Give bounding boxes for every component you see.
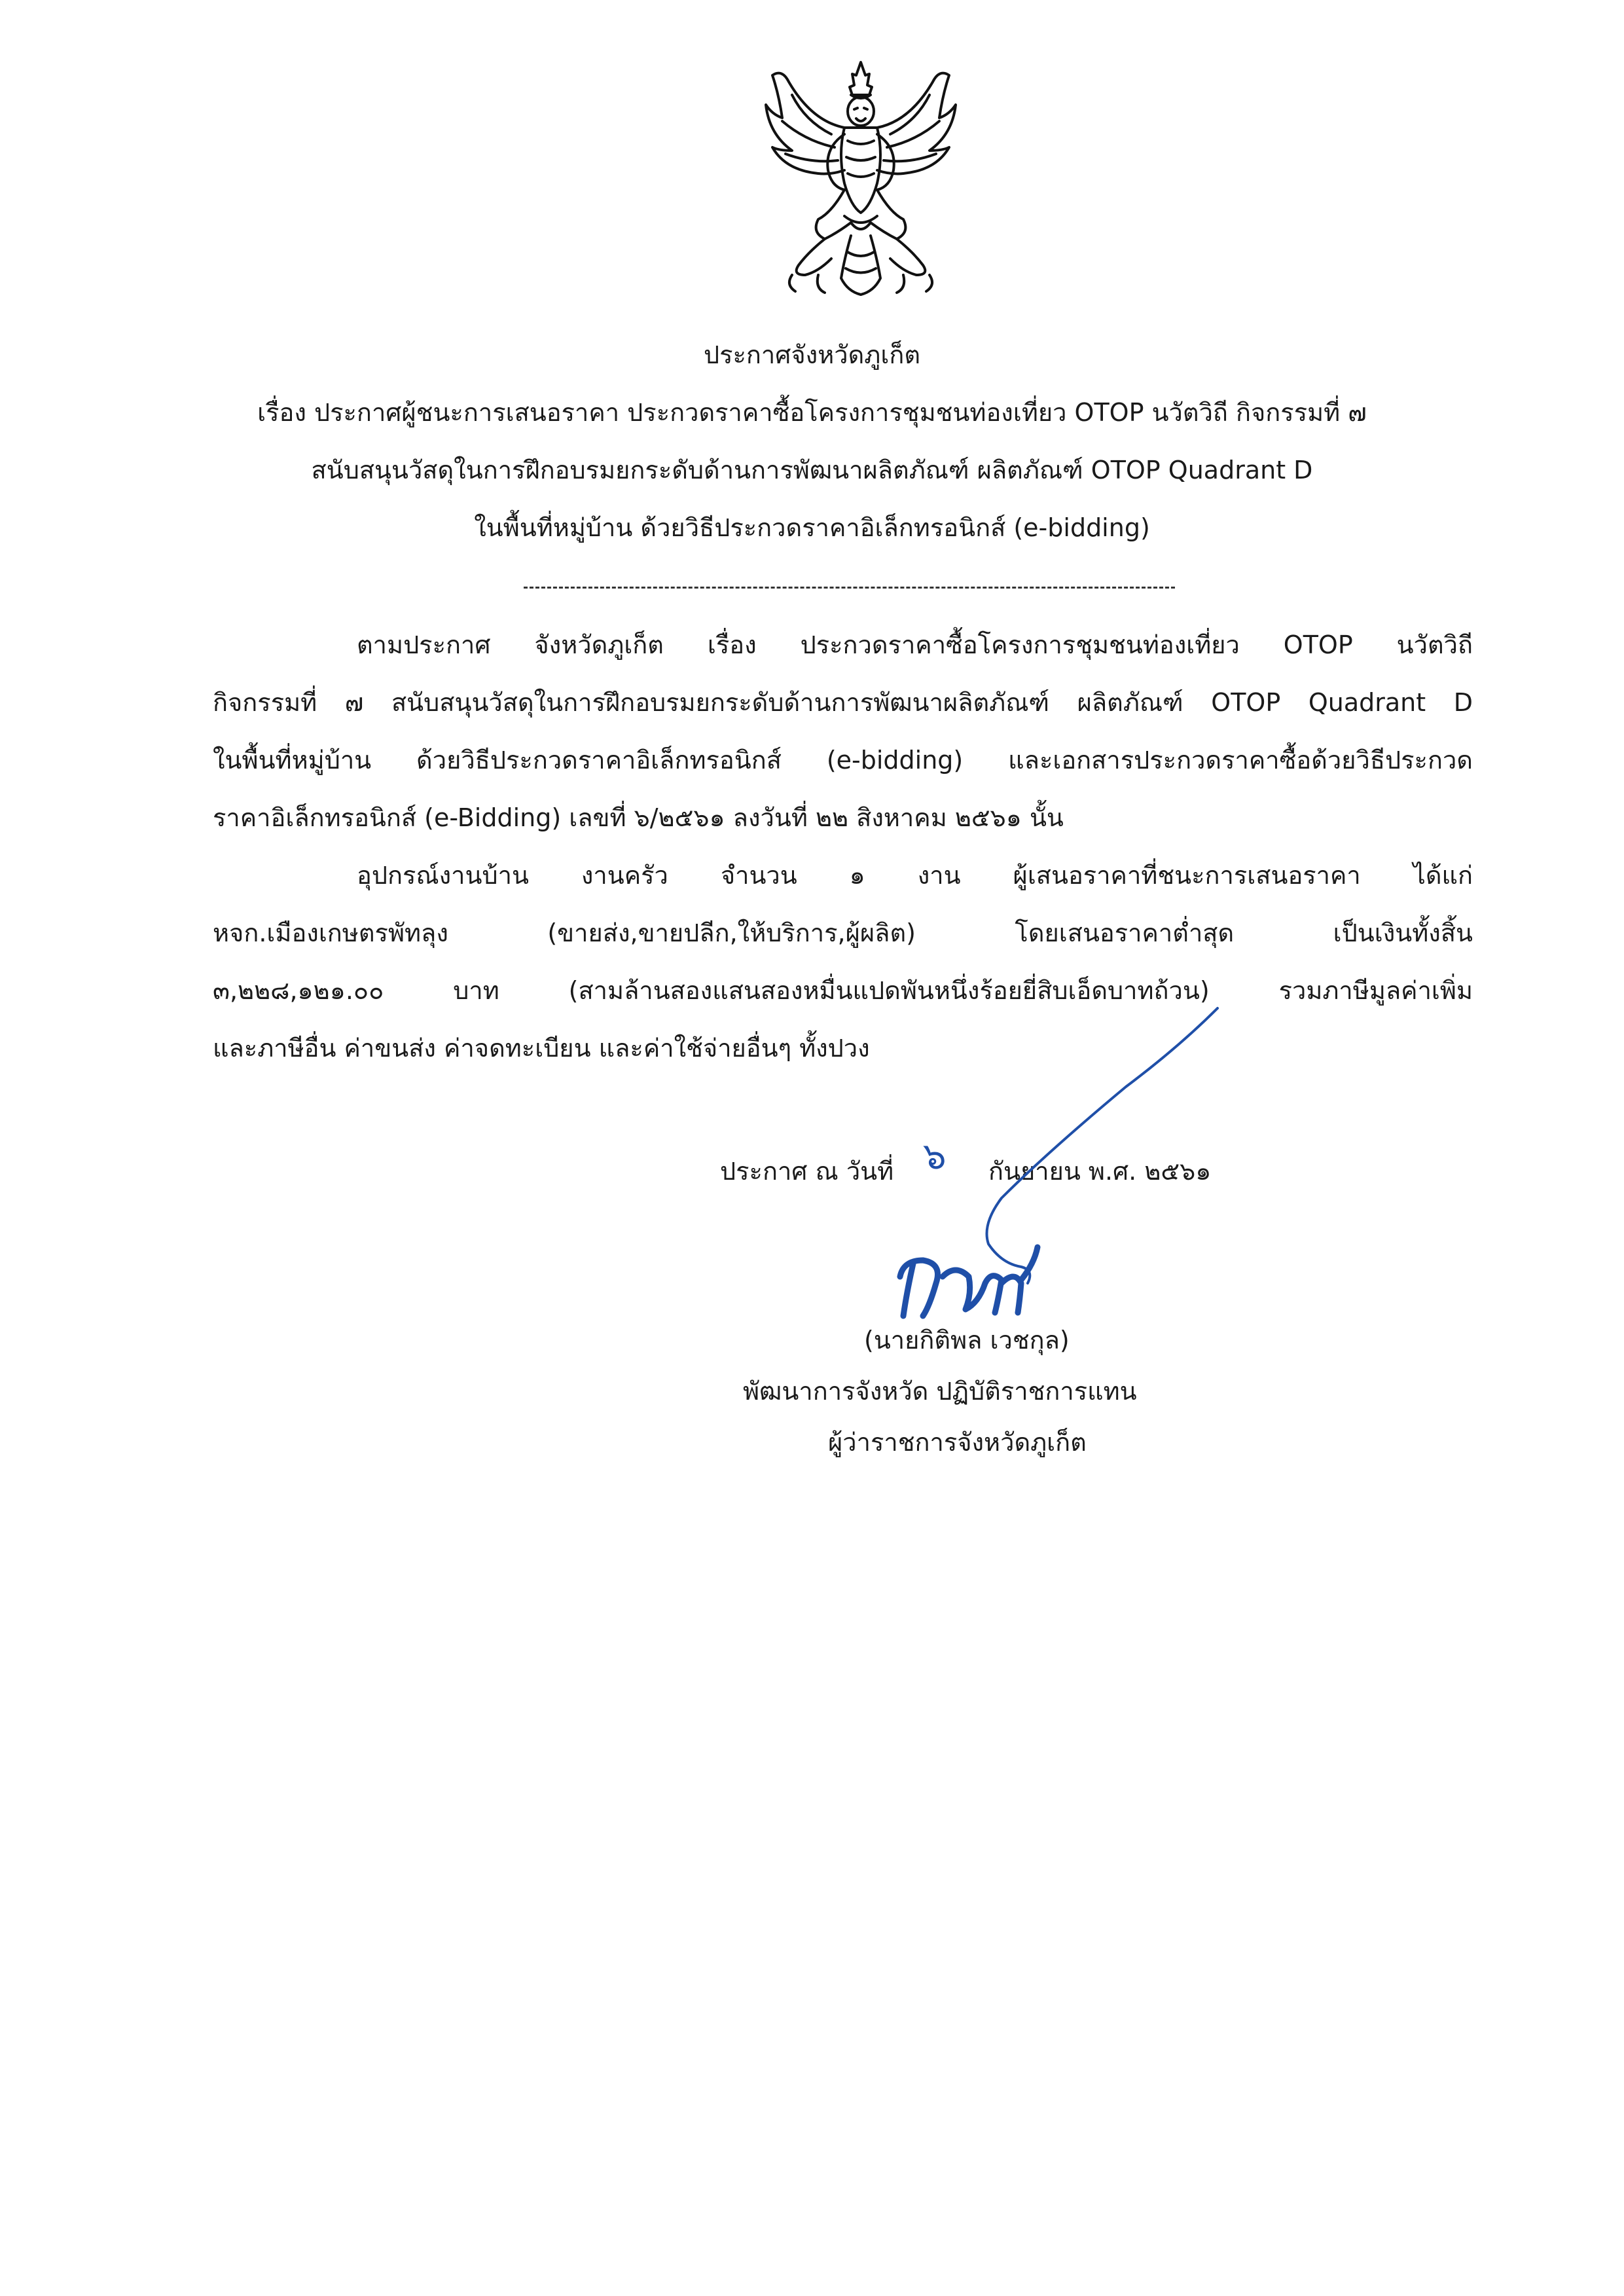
paragraph-1-line-2: กิจกรรมที่ ๗ สนับสนุนวัสดุในการฝึกอบรมยกระดับด้านการพัฒนาผลิตภัณฑ์ ผลิตภัณฑ์ OTOP Quadrant D (213, 688, 1473, 717)
date-day-handwritten: ๖ (923, 1135, 947, 1178)
subject-line-3: ในพื้นที่หมู่บ้าน ด้วยวิธีประกวดราคาอิเล็กทรอนิกส์ (e-bidding) (474, 513, 1150, 542)
paragraph-1-line-3: ในพื้นที่หมู่บ้าน ด้วยวิธีประกวดราคาอิเล็กทรอนิกส์ (e-bidding) และเอกสารประกวดราคาซื้อด้วยวิธีประกวด (213, 746, 1473, 774)
signer-position-2: ผู้ว่าราชการจังหวัดภูเก็ต (828, 1428, 1087, 1457)
paragraph-1-line-1: ตามประกาศ จังหวัดภูเก็ต เรื่อง ประกวดราคาซื้อโครงการชุมชนท่องเที่ยว OTOP นวัตวิถี (357, 630, 1473, 659)
date-prefix: ประกาศ ณ วันที่ (720, 1157, 894, 1186)
garuda-emblem-icon (753, 56, 969, 304)
paragraph-2-line-3: ๓,๒๒๘,๑๒๑.๐๐ บาท (สามล้านสองแสนสองหมื่นแปดพันหนึ่งร้อยยี่สิบเอ็ดบาทถ้วน) รวมภาษีมูลค่าเพิ่ม (213, 976, 1473, 1005)
paragraph-2-line-4: และภาษีอื่น ค่าขนส่ง ค่าจดทะเบียน และค่าใช้จ่ายอื่นๆ ทั้งปวง (213, 1034, 870, 1063)
signer-name: (นายกิติพล เวชกุล) (864, 1326, 1070, 1355)
title-divider (524, 587, 1175, 589)
page-title: ประกาศจังหวัดภูเก็ต (703, 340, 920, 369)
paragraph-1-line-4: ราคาอิเล็กทรอนิกส์ (e-Bidding) เลขที่ ๖/๒๕๖๑ ลงวันที่ ๒๒ สิงหาคม ๒๕๖๑ นั้น (213, 803, 1064, 832)
subject-line-1: เรื่อง ประกาศผู้ชนะการเสนอราคา ประกวดราคาซื้อโครงการชุมชนท่องเที่ยว OTOP นวัตวิถี กิจกรรมที่ ๗ (257, 398, 1367, 427)
paragraph-2-line-2: หจก.เมืองเกษตรพัทลุง (ขายส่ง,ขายปลีก,ให้บริการ,ผู้ผลิต) โดยเสนอราคาต่ำสุด เป็นเงินทั้งสิ้น (213, 919, 1473, 947)
subject-line-2: สนับสนุนวัสดุในการฝึกอบรมยกระดับด้านการพัฒนาผลิตภัณฑ์ ผลิตภัณฑ์ OTOP Quadrant D (311, 456, 1313, 484)
signer-position-1: พัฒนาการจังหวัด ปฏิบัติราชการแทน (743, 1377, 1137, 1406)
date-suffix: กันยายน พ.ศ. ๒๕๖๑ (988, 1157, 1212, 1186)
paragraph-2-line-1: อุปกรณ์งานบ้าน งานครัว จำนวน ๑ งาน ผู้เสนอราคาที่ชนะการเสนอราคา ได้แก่ (357, 861, 1473, 890)
